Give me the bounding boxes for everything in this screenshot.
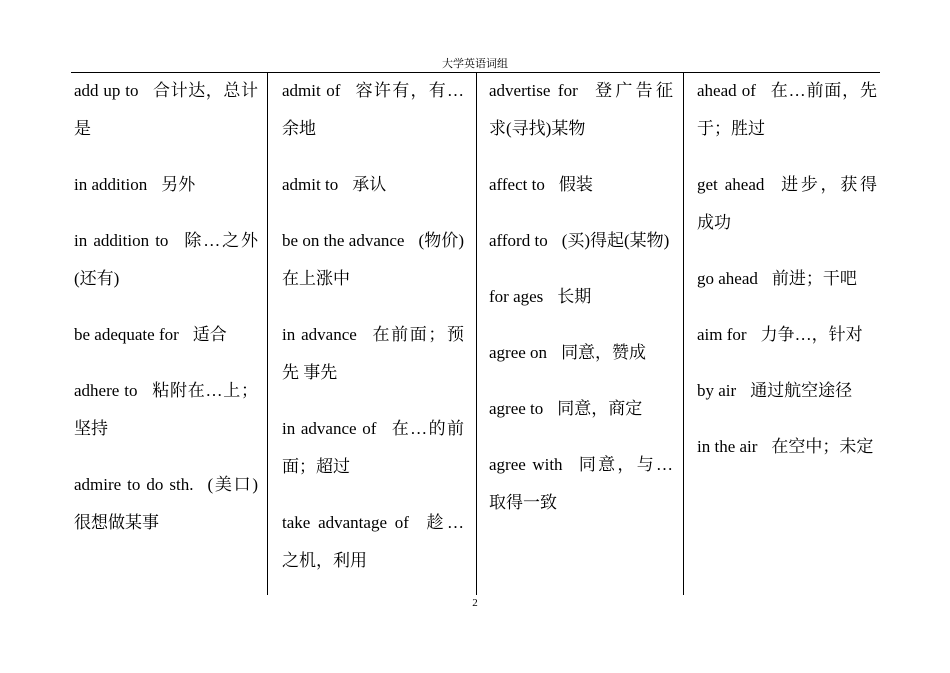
page-number: 2 bbox=[472, 597, 478, 609]
vocab-entry bbox=[74, 466, 258, 542]
phrase-english: admire to do sth. bbox=[74, 475, 194, 494]
phrase-english: afford to bbox=[489, 231, 548, 250]
phrase-chinese: (买)得起(某物) bbox=[561, 231, 670, 250]
phrase-chinese: 合计达，总计是 bbox=[74, 81, 258, 138]
phrase-english: agree to bbox=[489, 399, 544, 418]
phrase-chinese: 承认 bbox=[352, 175, 387, 194]
vocab-entry bbox=[697, 260, 877, 298]
phrase-chinese: 在前面；预先 事先 bbox=[282, 325, 464, 382]
vocab-entry bbox=[282, 316, 464, 392]
phrase-english: be adequate for bbox=[74, 325, 179, 344]
phrase-english: in advance bbox=[282, 325, 357, 344]
phrase-english: in addition bbox=[74, 175, 148, 194]
phrase-english: admit to bbox=[282, 175, 339, 194]
phrase-chinese: 同意，赞成 bbox=[561, 343, 647, 362]
phrase-english: advertise for bbox=[489, 81, 578, 100]
phrase-chinese: 趁…之机，利用 bbox=[282, 513, 464, 570]
vocab-entry bbox=[489, 166, 673, 204]
phrase-english: in addition to bbox=[74, 231, 169, 250]
phrase-english: adhere to bbox=[74, 381, 138, 400]
page-header: 大学英语词组 bbox=[442, 58, 508, 70]
phrase-chinese: 除…之外(还有) bbox=[74, 231, 258, 288]
vocab-entry bbox=[697, 316, 877, 354]
vocab-entry bbox=[282, 222, 464, 298]
phrase-english: in the air bbox=[697, 437, 758, 456]
phrase-chinese: 通过航空途径 bbox=[750, 381, 853, 400]
phrase-chinese: 前进；干吧 bbox=[771, 269, 857, 288]
vocab-entry bbox=[697, 372, 877, 410]
phrase-english: ahead of bbox=[697, 81, 756, 100]
phrase-chinese: 粘附在…上；坚持 bbox=[74, 381, 259, 438]
phrase-english: for ages bbox=[489, 287, 544, 306]
phrase-chinese: (物价)在上涨中 bbox=[282, 231, 465, 288]
vocab-entry bbox=[489, 278, 673, 316]
phrase-english: agree with bbox=[489, 455, 563, 474]
phrase-chinese: 在…前面，先于；胜过 bbox=[697, 81, 877, 138]
vocab-entry bbox=[489, 446, 673, 522]
phrase-english: aim for bbox=[697, 325, 747, 344]
phrase-english: agree on bbox=[489, 343, 548, 362]
phrase-chinese: 长期 bbox=[557, 287, 592, 306]
phrase-english: go ahead bbox=[697, 269, 758, 288]
phrase-english: affect to bbox=[489, 175, 545, 194]
column-divider bbox=[683, 72, 684, 595]
phrase-chinese: (美口)很想做某事 bbox=[74, 475, 258, 532]
vocab-entry bbox=[697, 72, 877, 148]
column-3 bbox=[489, 72, 673, 540]
phrase-chinese: 进步，获得成功 bbox=[697, 175, 878, 232]
column-2 bbox=[282, 72, 464, 598]
phrase-chinese: 另外 bbox=[161, 175, 196, 194]
vocab-entry bbox=[489, 72, 673, 148]
vocab-entry bbox=[282, 72, 464, 148]
vocab-entry bbox=[489, 334, 673, 372]
phrase-chinese: 适合 bbox=[192, 325, 227, 344]
phrase-chinese: 登广告征求(寻找)某物 bbox=[489, 81, 673, 138]
phrase-chinese: 容许有，有…余地 bbox=[282, 81, 464, 138]
vocab-entry bbox=[74, 316, 258, 354]
phrase-chinese: 力争…，针对 bbox=[760, 325, 863, 344]
phrase-chinese: 假装 bbox=[558, 175, 593, 194]
vocab-entry bbox=[74, 166, 258, 204]
phrase-english: in advance of bbox=[282, 419, 377, 438]
vocab-entry bbox=[74, 72, 258, 148]
vocab-entry bbox=[282, 166, 464, 204]
phrase-chinese: 在空中；未定 bbox=[771, 437, 874, 456]
column-divider bbox=[267, 72, 268, 595]
phrase-chinese: 在…的前面；超过 bbox=[282, 419, 464, 476]
vocab-entry bbox=[282, 410, 464, 486]
vocab-entry bbox=[489, 222, 673, 260]
column-divider bbox=[476, 72, 477, 595]
phrase-english: be on the advance bbox=[282, 231, 405, 250]
phrase-chinese: 同意，与…取得一致 bbox=[489, 455, 673, 512]
vocab-entry bbox=[74, 222, 258, 298]
phrase-chinese: 同意，商定 bbox=[557, 399, 643, 418]
column-1 bbox=[74, 72, 258, 560]
vocab-entry bbox=[489, 390, 673, 428]
column-4 bbox=[697, 72, 877, 484]
phrase-english: admit of bbox=[282, 81, 341, 100]
vocab-entry bbox=[697, 166, 877, 242]
vocab-entry bbox=[282, 504, 464, 580]
phrase-english: by air bbox=[697, 381, 737, 400]
vocab-entry bbox=[697, 428, 877, 466]
vocab-entry bbox=[74, 372, 258, 448]
phrase-english: add up to bbox=[74, 81, 139, 100]
phrase-english: take advantage of bbox=[282, 513, 409, 532]
phrase-english: get ahead bbox=[697, 175, 765, 194]
